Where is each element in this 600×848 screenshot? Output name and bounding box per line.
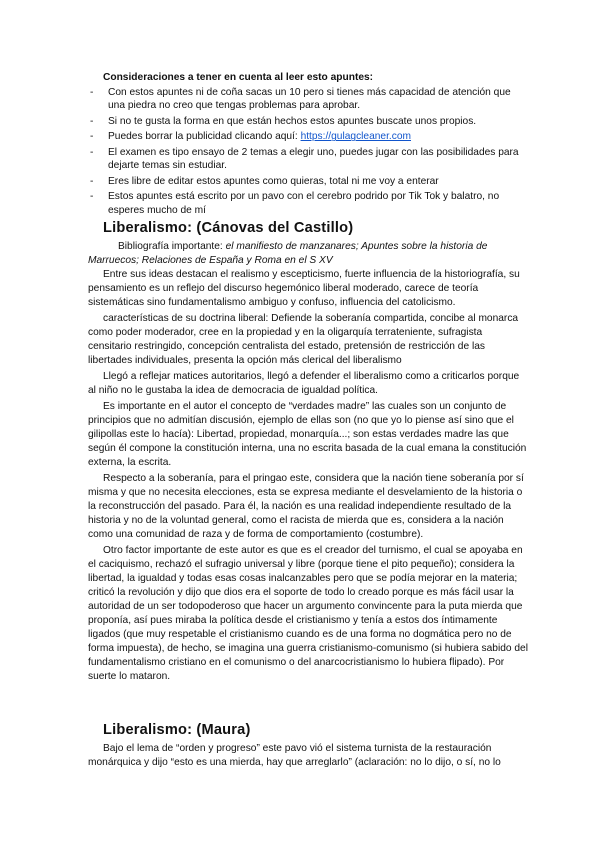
notes-list (88, 86, 528, 219)
list-item: - Estos apuntes está escrito por un pavo con el cerebro podrido por Tik Tok y balatro, no esperes mucho de mí (88, 190, 528, 216)
gulagcleaner-link[interactable]: https://gulagcleaner.com (300, 131, 411, 143)
section-heading-maura: Liberalismo: (Maura) (103, 722, 251, 738)
bibliography-works: el manifiesto de manzanares; Apuntes sobre la historia de Marruecos; Relaciones de España y Roma en el S XV (88, 241, 488, 266)
section-heading-canovas: Liberalismo: (Cánovas del Castillo) (103, 220, 354, 236)
section-body-maura (88, 742, 528, 772)
list-item: - Eres libre de editar estos apuntes como quieras, total ni me voy a enterar (88, 175, 528, 188)
bibliography-label: Bibliografía importante: (118, 241, 226, 252)
paragraph: Llegó a reflejar matices autoritarios, llegó a defender el liberalismo como a criticarlos porque al niño no le gustaba la idea de democracia de igualdad política. (88, 371, 520, 396)
list-item-text: Puedes borrar la publicidad clicando aquí: (108, 131, 301, 143)
paragraph: características de su doctrina liberal: Defiende la soberanía compartida, concibe al monarca como poder moderador, cree en la propiedad y en la oligarquía terrateniente, sufragista censitario restringido, concepción centralista del estado, pretensión de restricción de las libertades individuales, presenta la opción más clerical del liberalismo (88, 313, 519, 366)
paragraph: Respecto a la soberanía, para el pringao este, considera que la nación tiene soberanía por sí misma y que no necesita elecciones, esta se expresa mediante el desvelamiento de la historia o la reconstrucción del pasado. Para él, la nación es una realidad independiente resultado de la historia y no de la voluntad general, como el racista de mierda que es, considera a la nación como una comunidad de raza y de forma de comportamiento (costumbre). (88, 473, 524, 540)
list-item: - Con estos apuntes ni de coña sacas un 10 pero si tienes más capacidad de atención que una piedra no creo que tengas problemas para aprobar. (88, 86, 528, 112)
paragraph: Otro factor importante de este autor es que es el creador del turnismo, el cual se apoyaba en el caciquismo, rechazó el sufragio universal y libre (porque tiene el pito pequeño); considera la libertad, la igualdad y todas esas cosas inalcanzables pero que se podía mejorar en la materia; criticó la revolución y dijo que dios era el soporte de todo lo creado porque es más fácil usar la autoridad de un ser todopoderoso que hacer un argumento convincente para la puta mierda que proponía, así pues miraba la política desde el cristianismo y tenía a estos dos íntimamente ligados (que muy respetable el cristianismo cuando es de una forma no dogmática pero no de forma impuesta), de hecho, se imagina una guerra cristianismo-comunismo (si hubiera sabido del fundamentalismo cristiano en el comunismo o del anarcocristianismo lo hubiera flipado). Por suerte lo mataron. (88, 545, 528, 682)
section-body-canovas (88, 240, 528, 686)
list-item (88, 130, 528, 143)
list-item: - Si no te gusta la forma en que están hechos estos apuntes buscate unos propios. (88, 115, 528, 128)
intro-title: Consideraciones a tener en cuenta al leer esto apuntes: (103, 72, 374, 83)
paragraph: Es importante en el autor el concepto de “verdades madre” las cuales son un conjunto de principios que no admitían discusión, ejemplo de ellas son (no que yo lo piense así sino que el gilipollas este lo hacía): Libertad, propiedad, monarquía...; son estas verdades madre las que según él compone la constitución interna, una no escrita basada de la cual emana la constitución externa, la escrita. (88, 401, 527, 468)
paragraph: Entre sus ideas destacan el realismo y escepticismo, fuerte influencia de la historiografía, su pensamiento es un reflejo del discurso hegemónico liberal moderado, carece de teoría sistemáticas sino fundamentalismo ambiguo y confuso, influencia del catolicismo. (88, 269, 520, 308)
list-item: - El examen es tipo ensayo de 2 temas a elegir uno, puedes jugar con las posibilidades para dejarte temas sin estudiar. (88, 146, 528, 172)
bibliography (88, 240, 528, 268)
paragraph: Bajo el lema de “orden y progreso” este pavo vió el sistema turnista de la restauración monárquica y dijo “esto es una mierda, hay que arreglarlo” (aclaración: no lo dijo, o sí, no lo (88, 743, 501, 768)
